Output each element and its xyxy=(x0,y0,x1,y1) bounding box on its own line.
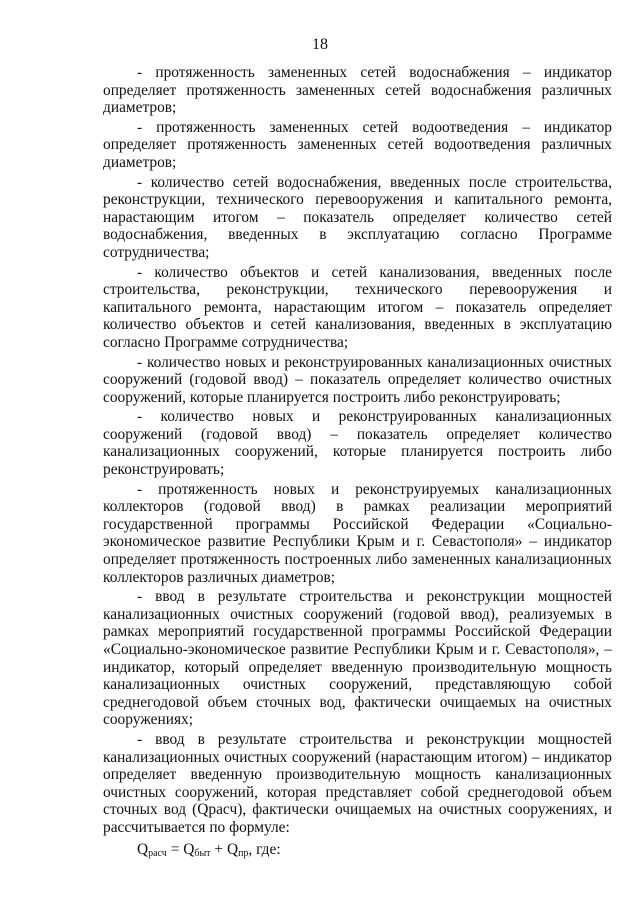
formula xyxy=(103,841,612,859)
paragraph-sewerage-objects-commissioned: - количество объектов и сетей канализования, введенных после строительства, реконструкции, технического перевооружения и капитального ремонта, нарастающим итогом – показатель определяет количество объектов и сетей канализования, введенных в эксплуатацию согласно Программе сотрудничества; xyxy=(103,263,612,351)
formula-q-industrial: Q xyxy=(226,840,239,858)
formula-q-industrial-subscript: пр xyxy=(238,847,249,859)
formula-plus: + xyxy=(210,840,227,858)
paragraph-treatment-facilities-count: - количество новых и реконструированных канализационных очистных сооружений (годовой ввод) – показатель определяет количество очистных сооружений, которые планируется построить либо реконструировать; xyxy=(103,353,612,406)
formula-q-calc-subscript: расч xyxy=(148,847,167,859)
paragraph-sewer-collectors-length: - протяженность новых и реконструируемых канализационных коллекторов (годовой ввод) в рамках реализации мероприятий государственной программы Российской Федерации «Социально-экономическое развитие Республики Крым и г. Севастополя» – индикатор определяет протяженность построенных либо замененных канализационных коллекторов различных диаметров; xyxy=(103,480,612,586)
formula-q-calc: Q xyxy=(137,840,149,858)
body-text xyxy=(103,64,612,858)
formula-equals: = xyxy=(166,840,184,858)
paragraph-water-supply-networks-replaced: - протяженность замененных сетей водоснабжения – индикатор определяет протяженность замененных сетей водоснабжения различных диаметров; xyxy=(103,64,612,117)
paragraph-water-supply-networks-commissioned: - количество сетей водоснабжения, введенных после строительства, реконструкции, технического перевооружения и капитального ремонта, нарастающим итогом – показатель определяет количество сетей водоснабжения, введенных в эксплуатацию согласно Программе сотрудничества; xyxy=(103,173,612,261)
page-number: 18 xyxy=(312,36,328,53)
paragraph-sewerage-facilities-count: - количество новых и реконструированных канализационных сооружений (годовой ввод) – показатель определяет количество канализационных сооружений, которые планируется построить либо реконструировать; xyxy=(103,408,612,479)
paragraph-capacity-annual-input: - ввод в результате строительства и реконструкции мощностей канализационных очистных сооружений (годовой ввод), реализуемых в рамках мероприятий государственной программы Российской Федерации «Социально-экономическое развитие Республики Крым и г. Севастополя», – индикатор, который определяет введенную производительную мощность канализационных очистных сооружений, представляющую собой среднегодовой объем сточных вод, фактически очищаемых на очистных сооружениях; xyxy=(103,588,612,729)
paragraph-wastewater-networks-replaced: - протяженность замененных сетей водоотведения – индикатор определяет протяженность замененных сетей водоотведения различных диаметров; xyxy=(103,118,612,171)
formula-q-domestic-subscript: быт xyxy=(194,847,211,859)
paragraph-capacity-cumulative: - ввод в результате строительства и реконструкции мощностей канализационных очистных сооружений (нарастающим итогом) – индикатор определяет введенную производительную мощность канализационных очистных сооружений, которая представляет собой среднегодовой объем сточных вод (Qрасч), фактически очищаемых на очистных сооружениях, и рассчитывается по формуле: xyxy=(103,730,612,836)
formula-tail: , где: xyxy=(248,840,281,858)
formula-q-domestic: Q xyxy=(183,840,195,858)
